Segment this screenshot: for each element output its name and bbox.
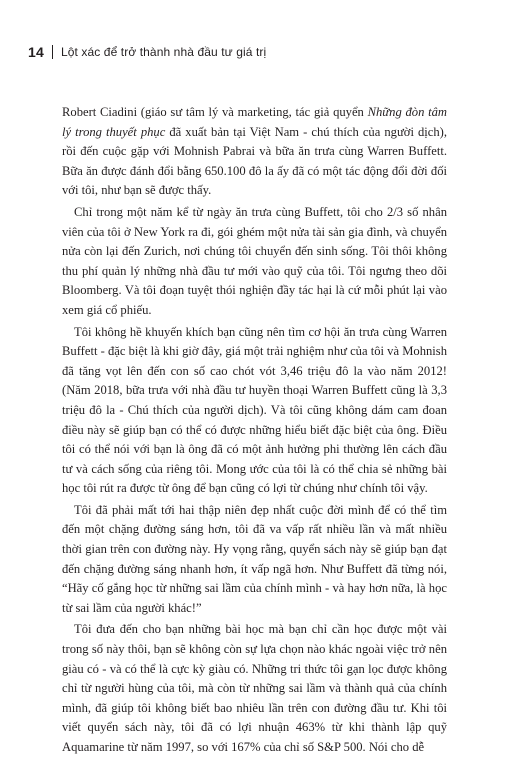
- book-title-italic: Những đòn tâm lý trong thuyết phục: [62, 105, 447, 139]
- body-text: [62, 103, 447, 758]
- paragraph-5: Tôi đưa đến cho bạn những bài học mà bạn chỉ cần học được một vài trong số này thôi, bạn sẽ không còn sự lựa chọn nào khác ngoài việc trở nên giàu có - và có thể là cực kỳ giàu có. Những tri thức tôi gạn lọc được không chỉ từ người hùng của tôi, mà còn từ những sai lầm và thành quả của chính mình, đã giúp tôi không biết bao nhiêu lần trên con đường đầu tư. Khi tôi viết quyển sách này, tôi đã có lợi nhuận 463% từ khi thành lập quỹ Aquamarine từ năm 1997, so với 167% của chỉ số S&P 500. Nói cho dễ: [62, 622, 447, 754]
- paragraph-3: Tôi không hề khuyến khích bạn cũng nên tìm cơ hội ăn trưa cùng Warren Buffett - đặc biệt là khi giờ đây, giá một trải nghiệm như của tôi và Mohnish đã tăng vọt lên đến con số cao chót vót 3,46 triệu đô la vào năm 2012! (Năm 2018, bữa trưa với nhà đầu tư huyền thoại Warren Buffett cũng là 3,3 triệu đô la - Chú thích của người dịch). Và tôi cũng không dám cam đoan điều này sẽ giúp bạn có thể có được những hiểu biết đặc biệt của ông. Điều tôi có thể nói với bạn là ông đã có một ảnh hưởng phi thường lên cách đầu tư và cách sống của riêng tôi. Mong ước của tôi là có thể chia sẻ những bài học tôi rút ra được từ ông để bạn cũng có lợi từ chúng như chính tôi vậy.: [62, 324, 447, 496]
- page-number: 14: [28, 44, 44, 60]
- paragraph-4: Tôi đã phải mất tới hai thập niên đẹp nhất cuộc đời mình để có thể tìm đến một chặng đường sáng hơn, tôi đã va vấp rất nhiều lần và mất nhiều thời gian trên con đường này. Hy vọng rằng, quyển sách này sẽ giúp bạn đạt đến chặng đường sáng nhanh hơn, ít vấp ngã hơn. Như Buffett đã từng nói, “Hãy cố gắng học từ những sai lầm của chính mình - và hay hơn nữa, là học từ sai lầm của người khác!”: [62, 502, 447, 615]
- running-header: [28, 41, 482, 63]
- paragraph-text: đã xuất bản tại Việt Nam - chú thích của người dịch), rồi đến cuộc gặp với Mohnish Pabrai và bữa ăn trưa cùng Warren Buffett. Bữa ăn được đánh đổi bằng 650.100 đô la ấy đã có một tác động đổi đời đối với tôi, như bạn sẽ được thấy.: [62, 124, 448, 198]
- paragraph-1: [62, 103, 447, 201]
- running-title: Lột xác để trở thành nhà đầu tư giá trị: [60, 45, 267, 59]
- paragraph-2: Chỉ trong một năm kể từ ngày ăn trưa cùng Buffett, tôi cho 2/3 số nhân viên của tôi ở New York ra đi, gói ghém một nửa tài sản gia đình, và chuyển nửa còn lại đến Zurich, nơi chúng tôi chuyển đến sinh sống. Tôi thôi không thu phí quản lý những nhà đầu tư mới vào quỹ của tôi. Tôi ngưng theo dõi Bloomberg. Và tôi đoạn tuyệt thói nghiện đầy tác hại là cứ mỗi phút lại vào xem giá cổ phiếu.: [62, 204, 447, 317]
- header-separator: [52, 45, 53, 59]
- paragraph-text: Robert Ciadini (giáo sư tâm lý và marketing, tác giả quyển: [62, 105, 368, 119]
